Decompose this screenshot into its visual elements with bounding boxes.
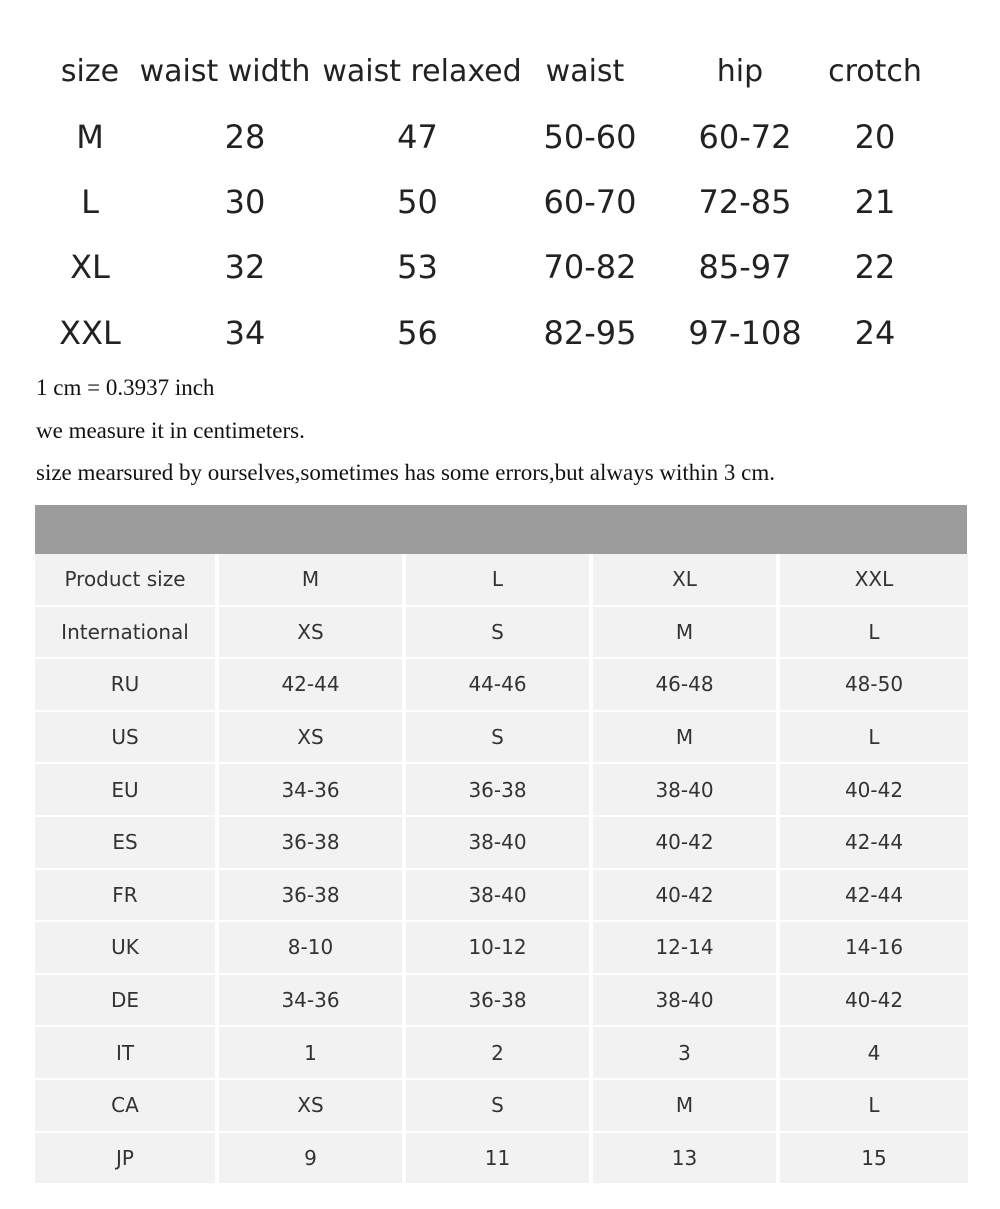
row-label: IT xyxy=(35,1027,219,1080)
table-cell: 10-12 xyxy=(406,922,593,975)
table-row xyxy=(35,1027,967,1080)
table-cell: 8-10 xyxy=(219,922,406,975)
measurement-cell: 60-72 xyxy=(698,118,792,156)
table-row xyxy=(35,817,967,870)
table-row xyxy=(35,922,967,975)
table-cell: 36-38 xyxy=(219,870,406,923)
table-cell: S xyxy=(406,607,593,660)
table-row xyxy=(35,659,967,712)
table-cell: XS xyxy=(219,1080,406,1133)
disclaimer-note: size mearsured by ourselves,sometimes has some errors,but always within 3 cm. xyxy=(36,460,776,485)
measurement-cell: XL xyxy=(70,248,110,286)
measurement-cell: 47 xyxy=(397,118,438,156)
header-waist: waist xyxy=(545,54,625,89)
table-cell: 42-44 xyxy=(780,817,968,870)
header-waist-width: waist width xyxy=(139,54,311,89)
table-cell: 13 xyxy=(593,1133,780,1186)
table-cell: 15 xyxy=(780,1133,968,1186)
table-cell: 38-40 xyxy=(593,975,780,1028)
table-cell: M xyxy=(593,712,780,765)
table-cell: S xyxy=(406,712,593,765)
table-cell: XXL xyxy=(780,554,968,607)
measurement-cell: 34 xyxy=(224,314,266,352)
measurement-cell: 97-108 xyxy=(688,314,802,352)
measurement-cell: 82-95 xyxy=(543,314,637,352)
table-cell: 11 xyxy=(406,1133,593,1186)
table-cell: 12-14 xyxy=(593,922,780,975)
table-cell: 40-42 xyxy=(780,764,968,817)
table-row xyxy=(35,554,967,607)
table-cell: 14-16 xyxy=(780,922,968,975)
table-cell: 40-42 xyxy=(593,817,780,870)
table-cell: 4 xyxy=(780,1027,968,1080)
row-label: RU xyxy=(35,659,219,712)
table-cell: 42-44 xyxy=(219,659,406,712)
table-cell: 34-36 xyxy=(219,975,406,1028)
measurement-cell: 72-85 xyxy=(698,183,792,221)
table-row xyxy=(35,607,967,660)
table-row xyxy=(35,975,967,1028)
measurement-cell: M xyxy=(76,118,104,156)
measurement-cell: 28 xyxy=(224,118,266,156)
unit-note: we measure it in centimeters. xyxy=(36,418,305,443)
table-cell: 46-48 xyxy=(593,659,780,712)
table-row xyxy=(35,764,967,817)
table-cell: XS xyxy=(219,712,406,765)
row-label: International xyxy=(35,607,219,660)
size-conversion-table xyxy=(35,505,967,1185)
header-size: size xyxy=(60,54,120,89)
table-cell: 48-50 xyxy=(780,659,968,712)
row-label: FR xyxy=(35,870,219,923)
measurement-cell: 50 xyxy=(397,183,438,221)
row-label: ES xyxy=(35,817,219,870)
table-cell: 36-38 xyxy=(406,764,593,817)
table-cell: 36-38 xyxy=(219,817,406,870)
row-label: JP xyxy=(35,1133,219,1186)
measurement-row xyxy=(0,237,1000,297)
table-cell: 38-40 xyxy=(406,817,593,870)
table-cell: 9 xyxy=(219,1133,406,1186)
measurement-cell: 32 xyxy=(224,248,266,286)
table-cell: 38-40 xyxy=(593,764,780,817)
table-cell: 34-36 xyxy=(219,764,406,817)
table-cell: 40-42 xyxy=(780,975,968,1028)
table-cell: 36-38 xyxy=(406,975,593,1028)
table-row xyxy=(35,870,967,923)
row-label: EU xyxy=(35,764,219,817)
measurement-cell: 53 xyxy=(397,248,438,286)
measurement-cell: 70-82 xyxy=(543,248,637,286)
table-cell: 1 xyxy=(219,1027,406,1080)
row-label: DE xyxy=(35,975,219,1028)
table-row xyxy=(35,1080,967,1133)
table-cell: M xyxy=(219,554,406,607)
row-label: US xyxy=(35,712,219,765)
table-cell: L xyxy=(780,712,968,765)
table-cell: XS xyxy=(219,607,406,660)
row-label: Product size xyxy=(35,554,219,607)
header-hip: hip xyxy=(716,54,764,89)
measurement-row xyxy=(0,303,1000,363)
measurement-cell: 60-70 xyxy=(543,183,637,221)
table-cell: 42-44 xyxy=(780,870,968,923)
measurement-header-row xyxy=(0,42,1000,102)
measurement-row xyxy=(0,107,1000,167)
measurement-cell: 24 xyxy=(854,314,896,352)
table-cell: L xyxy=(406,554,593,607)
table-row xyxy=(35,1133,967,1186)
table-header-bar xyxy=(35,505,967,554)
table-cell: M xyxy=(593,1080,780,1133)
table-row xyxy=(35,712,967,765)
table-cell: 2 xyxy=(406,1027,593,1080)
row-label: CA xyxy=(35,1080,219,1133)
table-cell: 40-42 xyxy=(593,870,780,923)
measurement-cell: 21 xyxy=(854,183,896,221)
table-cell: L xyxy=(780,1080,968,1133)
measurement-cell: 56 xyxy=(397,314,438,352)
header-crotch: crotch xyxy=(828,54,922,89)
conversion-grid xyxy=(35,554,967,1185)
header-waist-relaxed: waist relaxed xyxy=(322,54,522,89)
table-cell: S xyxy=(406,1080,593,1133)
measurement-cell: L xyxy=(81,183,99,221)
table-cell: 38-40 xyxy=(406,870,593,923)
measurement-cell: XXL xyxy=(59,314,121,352)
measurement-cell: 22 xyxy=(854,248,896,286)
table-cell: M xyxy=(593,607,780,660)
row-label: UK xyxy=(35,922,219,975)
table-cell: XL xyxy=(593,554,780,607)
table-cell: L xyxy=(780,607,968,660)
measurement-cell: 50-60 xyxy=(543,118,637,156)
conversion-note: 1 cm = 0.3937 inch xyxy=(36,375,215,400)
table-cell: 44-46 xyxy=(406,659,593,712)
measurement-cell: 20 xyxy=(854,118,896,156)
measurement-row xyxy=(0,172,1000,232)
table-cell: 3 xyxy=(593,1027,780,1080)
measurement-cell: 85-97 xyxy=(698,248,792,286)
measurement-cell: 30 xyxy=(224,183,266,221)
